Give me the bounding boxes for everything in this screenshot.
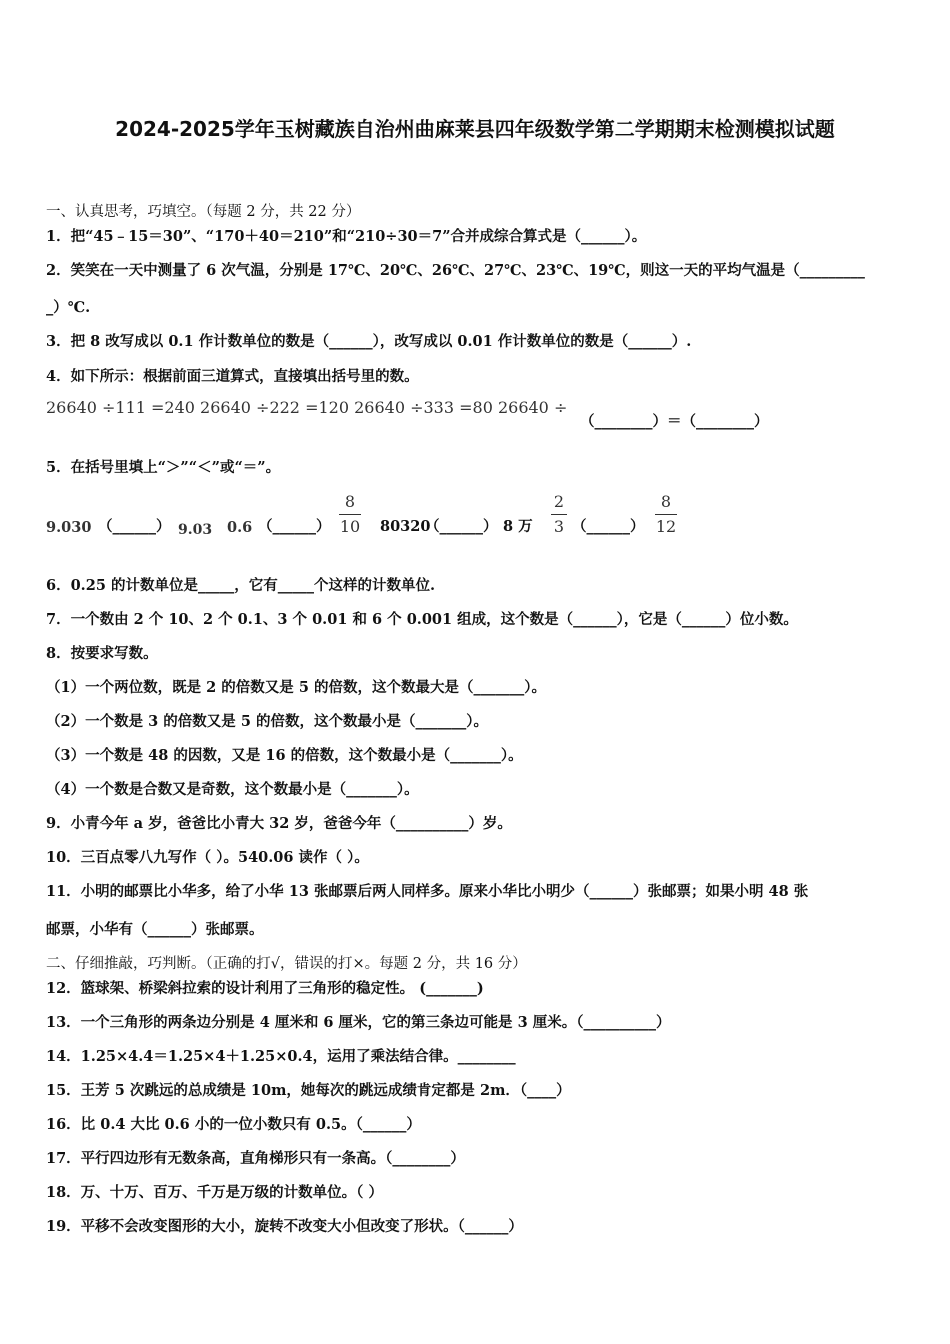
question-4-answer-blanks: （________）＝（________） (580, 413, 769, 430)
question-5: 5．在括号里填上“＞”“＜”或“＝”。 (46, 459, 281, 476)
q5-value-06: 0.6 (227, 519, 253, 536)
question-3: 3．把 8 改写成以 0.1 作计数单位的数是（______），改写成以 0.01 作计数单位的数是（______）. (46, 333, 692, 350)
question-7: 7．一个数由 2 个 10、2 个 0.1、3 个 0.01 和 6 个 0.001 组成，这个数是（______），它是（______）位小数。 (46, 611, 798, 628)
fraction-numerator: 2 (551, 492, 567, 515)
question-17: 17．平行四边形有无数条高，直角梯形只有一条高。（________） (46, 1150, 465, 1167)
page-title: 2024-2025学年玉树藏族自治州曲麻莱县四年级数学第二学期期末检测模拟试题 (115, 117, 835, 141)
question-4-equations: 26640 ÷111 =240 26640 ÷222 =120 26640 ÷333 =80 26640 ÷ (46, 398, 568, 417)
q5-value-80320: 80320 (380, 518, 431, 535)
question-2-continued: _）℃. (46, 299, 91, 316)
section-1-heading: 一、认真思考，巧填空。（每题 2 分，共 22 分） (46, 204, 361, 220)
question-13: 13．一个三角形的两条边分别是 4 厘米和 6 厘米，它的第三条边可能是 3 厘米。（__________） (46, 1014, 671, 1031)
question-12: 12．篮球架、桥梁斜拉索的设计利用了三角形的稳定性。 (_______) (46, 980, 484, 997)
question-1: 1．把“45﹣15＝30”、“170＋40＝210”和“210÷30＝7”合并成综合算式是（______）。 (46, 228, 647, 245)
question-4: 4．如下所示：根据前面三道算式，直接填出括号里的数。 (46, 368, 419, 385)
fraction-denominator: 3 (553, 517, 565, 536)
question-15: 15．王芳 5 次跳远的总成绩是 10m，她每次的跳远成绩肯定都是 2m．（____） (46, 1082, 571, 1099)
question-19: 19．平移不会改变图形的大小，旋转不改变大小但改变了形状。（______） (46, 1218, 523, 1235)
question-18: 18．万、十万、百万、千万是万级的计数单位。（ ） (46, 1184, 383, 1201)
q5-blank-3: （______） (425, 518, 498, 535)
q5-fraction-8-12 (655, 492, 677, 537)
question-8: 8．按要求写数。 (46, 645, 158, 662)
question-11: 11．小明的邮票比小华多，给了小华 13 张邮票后两人同样多。原来小华比小明少（______）张邮票；如果小明 48 张 (46, 883, 809, 900)
section-2-heading: 二、仔细推敲，巧判断。（正确的打√，错误的打×。每题 2 分，共 16 分） (46, 956, 527, 972)
question-16: 16．比 0.4 大比 0.6 小的一位小数只有 0.5。（______） (46, 1116, 421, 1133)
q5-value-903: 9.03 (178, 522, 213, 538)
question-8-part-4: （4）一个数是合数又是奇数，这个数最小是（_______）。 (46, 781, 419, 798)
question-8-part-1: （1）一个两位数，既是 2 的倍数又是 5 的倍数，这个数最大是（_______）。 (46, 679, 546, 696)
question-8-part-3: （3）一个数是 48 的因数，又是 16 的倍数，这个数最小是（_______）。 (46, 747, 523, 764)
fraction-numerator: 8 (339, 492, 361, 515)
question-11-continued: 邮票，小华有（______）张邮票。 (46, 921, 264, 938)
q5-value-9030: 9.030 (46, 519, 92, 536)
question-8-part-2: （2）一个数是 3 的倍数又是 5 的倍数，这个数最小是（_______）。 (46, 713, 488, 730)
q5-blank-1: （______） (98, 518, 171, 535)
question-2: 2．笑笑在一天中测量了 6 次气温，分别是 17℃、20℃、26℃、27℃、23℃、19℃，则这一天的平均气温是（_________ (46, 262, 865, 279)
q5-blank-4: （______） (572, 518, 645, 535)
fraction-denominator: 10 (339, 517, 361, 536)
question-9: 9．小青今年 a 岁，爸爸比小青大 32 岁，爸爸今年（__________）岁。 (46, 815, 512, 832)
q5-value-8wan: 8 万 (503, 518, 533, 535)
q5-fraction-2-3 (551, 492, 567, 537)
fraction-numerator: 8 (655, 492, 677, 515)
question-6: 6．0.25 的计数单位是_____，它有_____个这样的计数单位. (46, 577, 435, 594)
question-14: 14．1.25×4.4＝1.25×4＋1.25×0.4，运用了乘法结合律。________ (46, 1048, 516, 1065)
question-10: 10．三百点零八九写作（ ）。540.06 读作（ ）。 (46, 849, 369, 866)
q5-blank-2: （______） (258, 518, 331, 535)
q5-fraction-8-10 (339, 492, 361, 537)
fraction-denominator: 12 (655, 517, 677, 536)
